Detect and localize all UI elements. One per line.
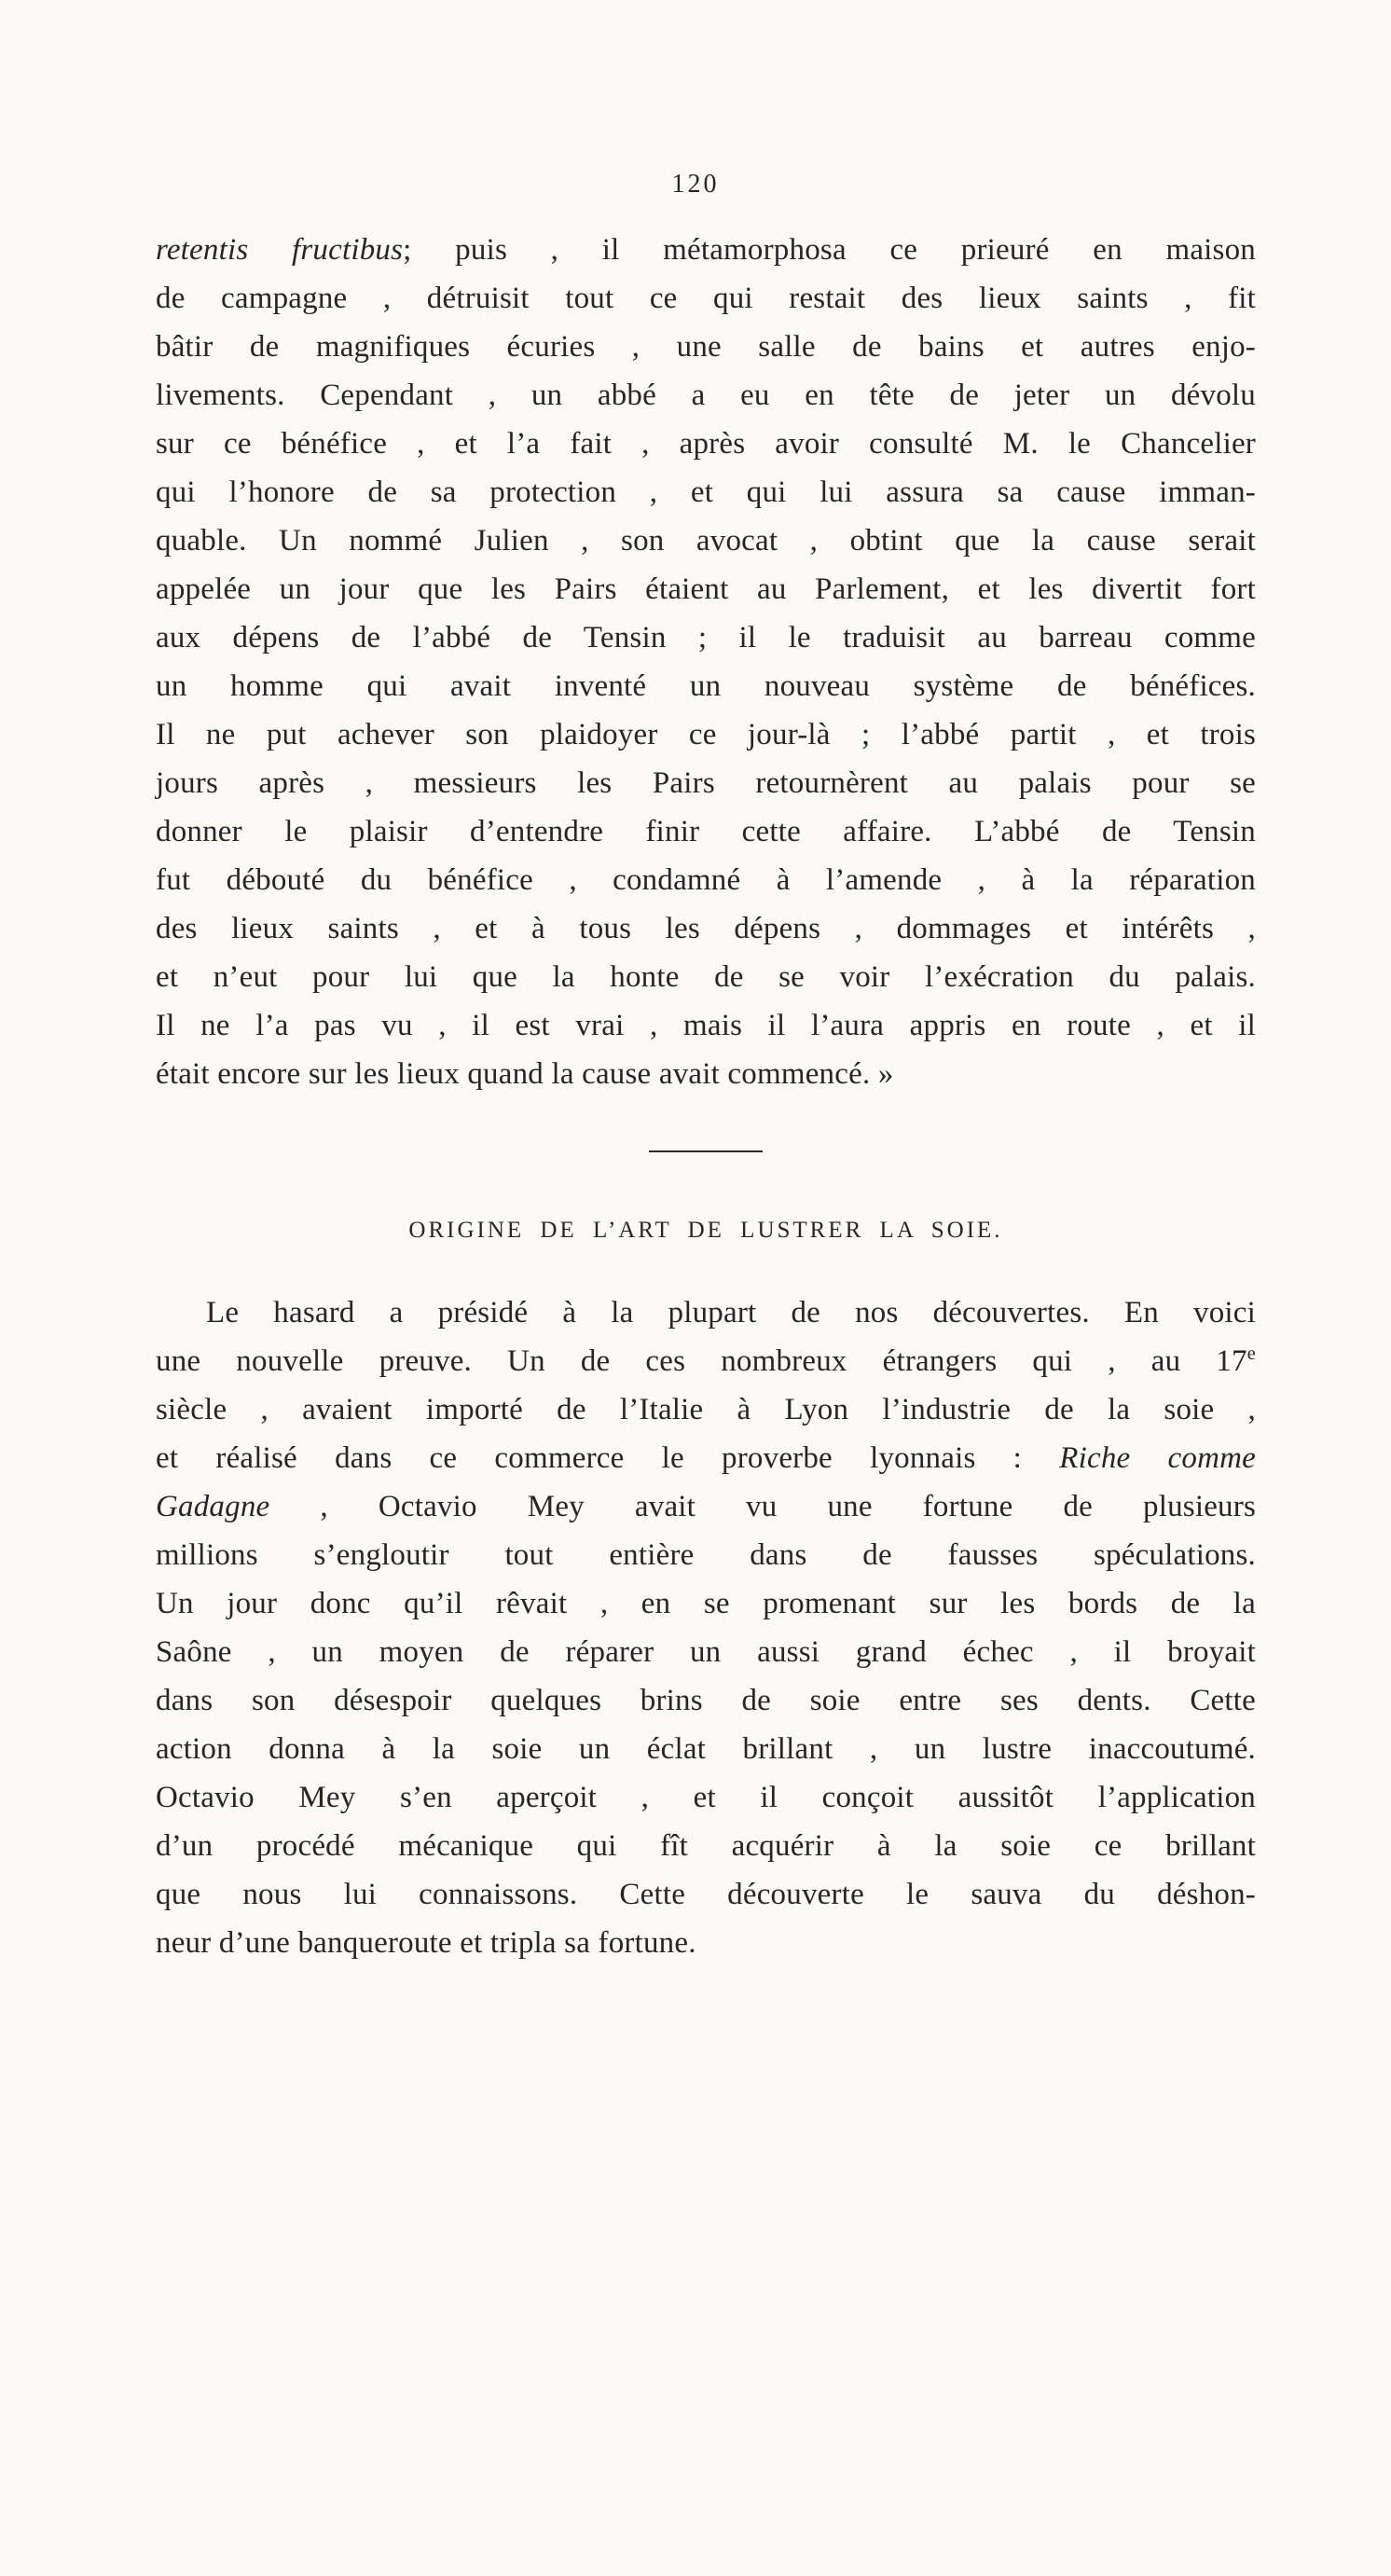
text-line: de campagne , détruisit tout ce qui restait des lieux saints , fit bbox=[156, 282, 1256, 315]
section-divider bbox=[649, 1150, 763, 1152]
text-line: et n’eut pour lui que la honte de se voir l’exécration du palais. bbox=[156, 960, 1256, 994]
text-block bbox=[156, 226, 1256, 1967]
text-line: Le hasard a présidé à la plupart de nos découvertes. En voici bbox=[206, 1296, 1256, 1329]
page-number: 120 bbox=[671, 170, 720, 199]
text-line: retentis fructibus; puis , il métamorphosa ce prieuré en maison bbox=[156, 233, 1256, 267]
paragraph-origine-soie bbox=[156, 1288, 1256, 1967]
text-line: que nous lui connaissons. Cette découverte le sauva du déshon- bbox=[156, 1878, 1256, 1911]
text-line: aux dépens de l’abbé de Tensin ; il le traduisit au barreau comme bbox=[156, 621, 1256, 654]
text-line: une nouvelle preuve. Un de ces nombreux étrangers qui , au 17e bbox=[156, 1343, 1256, 1378]
text-line: appelée un jour que les Pairs étaient au Parlement, et les divertit fort bbox=[156, 572, 1256, 606]
text-line: millions s’engloutir tout entière dans de fausses spéculations. bbox=[156, 1538, 1256, 1572]
text-line: donner le plaisir d’entendre finir cette affaire. L’abbé de Tensin bbox=[156, 815, 1256, 848]
text-line: sur ce bénéfice , et l’a fait , après avoir consulté M. le Chancelier bbox=[156, 427, 1256, 461]
text-line: neur d’une banqueroute et tripla sa fortune. bbox=[156, 1926, 696, 1960]
text-line: était encore sur les lieux quand la cause avait commencé. » bbox=[156, 1057, 894, 1091]
text-line: Il ne put achever son plaidoyer ce jour-là ; l’abbé partit , et trois bbox=[156, 718, 1256, 751]
text-line: jours après , messieurs les Pairs retournèrent au palais pour se bbox=[156, 766, 1256, 800]
text-line: siècle , avaient importé de l’Italie à Lyon l’industrie de la soie , bbox=[156, 1393, 1256, 1426]
text-line: quable. Un nommé Julien , son avocat , obtint que la cause serait bbox=[156, 524, 1256, 558]
section-heading: ORIGINE DE L’ART DE LUSTRER LA SOIE. bbox=[408, 1218, 1003, 1243]
text-line: Saône , un moyen de réparer un aussi grand échec , il broyait bbox=[156, 1635, 1256, 1669]
text-line: des lieux saints , et à tous les dépens , dommages et intérêts , bbox=[156, 912, 1256, 945]
text-line: dans son désespoir quelques brins de soie entre ses dents. Cette bbox=[156, 1684, 1256, 1717]
text-line: livements. Cependant , un abbé a eu en tête de jeter un dévolu bbox=[156, 379, 1256, 412]
text-line: bâtir de magnifiques écuries , une salle de bains et autres enjo- bbox=[156, 330, 1256, 364]
paragraph-tensin-anecdote bbox=[156, 226, 1256, 1098]
text-line: Un jour donc qu’il rêvait , en se promenant sur les bords de la bbox=[156, 1587, 1256, 1620]
text-line: qui l’honore de sa protection , et qui lui assura sa cause imman- bbox=[156, 475, 1256, 509]
text-line: Il ne l’a pas vu , il est vrai , mais il l’aura appris en route , et il bbox=[156, 1009, 1256, 1042]
text-line: Gadagne , Octavio Mey avait vu une fortune de plusieurs bbox=[156, 1490, 1256, 1523]
text-line: action donna à la soie un éclat brillant , un lustre inaccoutumé. bbox=[156, 1732, 1256, 1766]
text-line: Octavio Mey s’en aperçoit , et il conçoit aussitôt l’application bbox=[156, 1781, 1256, 1814]
text-line: d’un procédé mécanique qui fît acquérir à la soie ce brillant bbox=[156, 1829, 1256, 1863]
text-line: et réalisé dans ce commerce le proverbe lyonnais : Riche comme bbox=[156, 1441, 1257, 1475]
text-line: fut débouté du bénéfice , condamné à l’amende , à la réparation bbox=[156, 863, 1256, 897]
text-line: un homme qui avait inventé un nouveau système de bénéfices. bbox=[156, 669, 1256, 703]
